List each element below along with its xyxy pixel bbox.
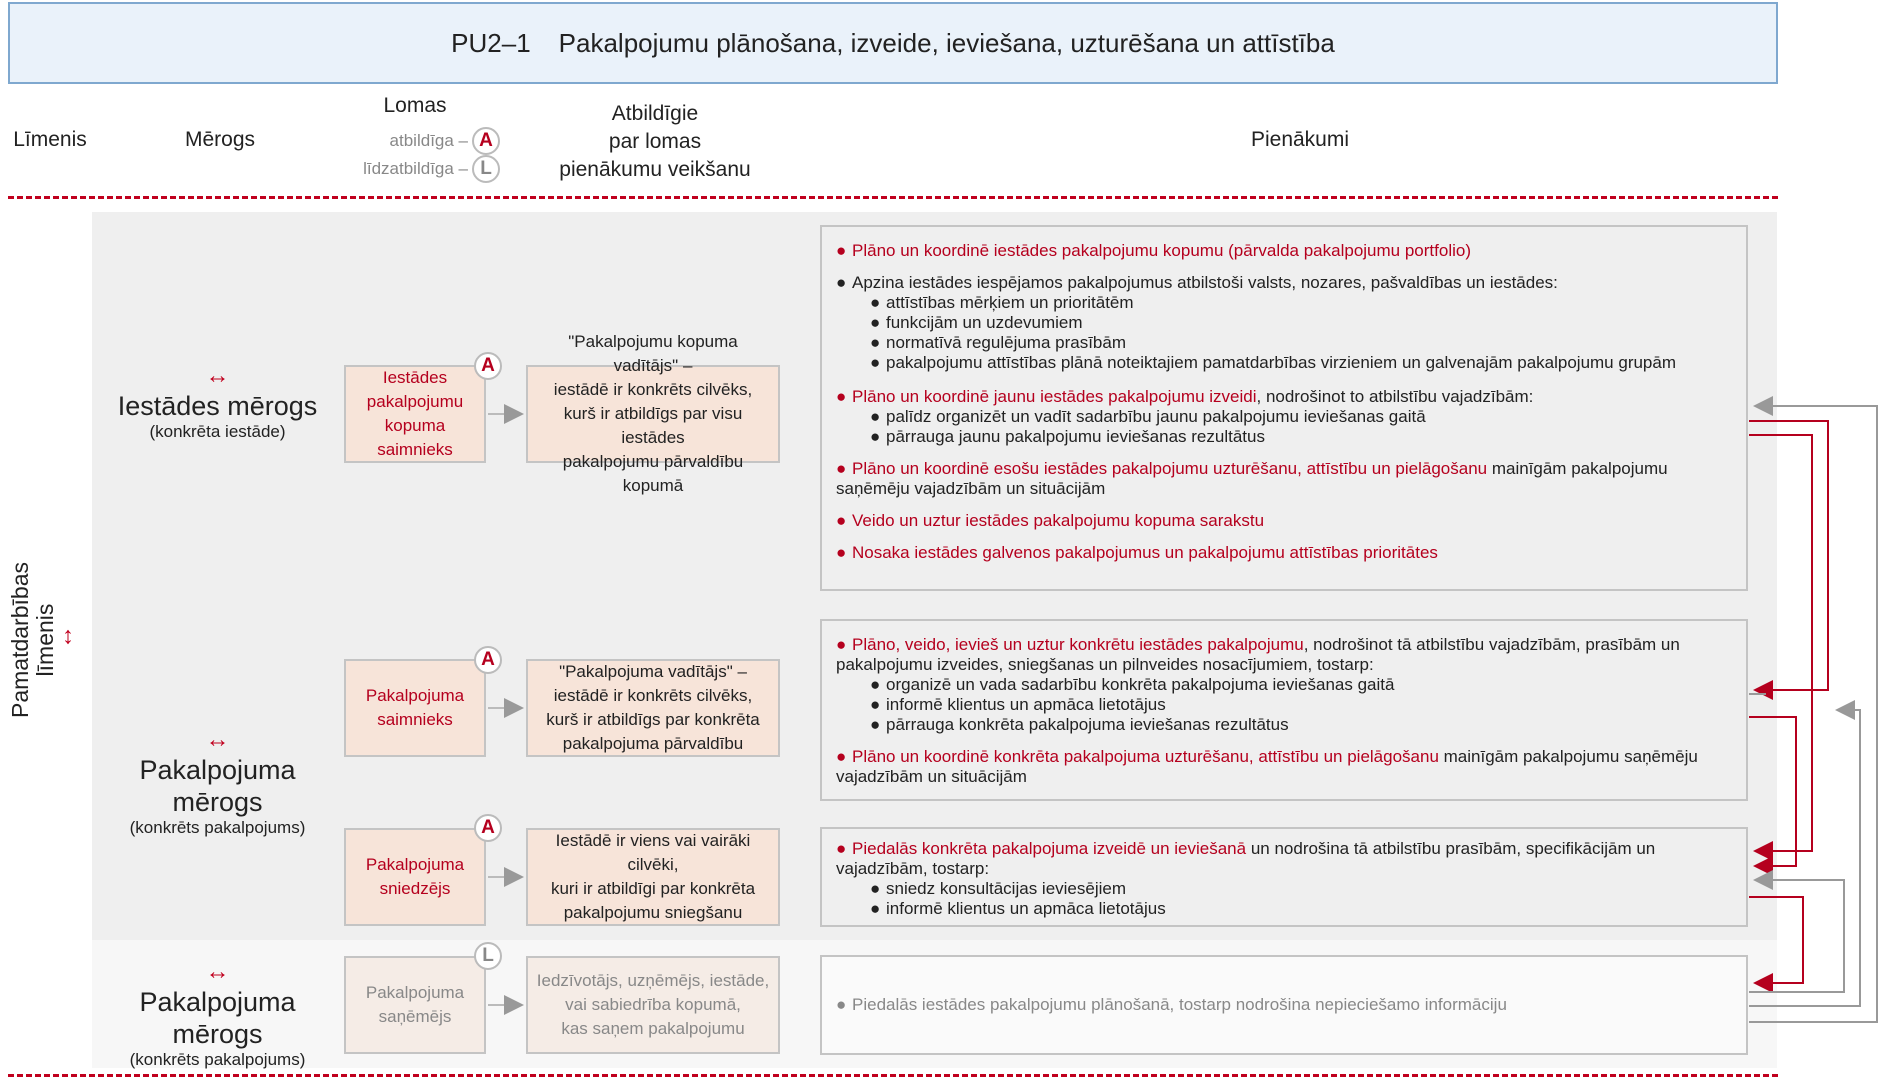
header-roles: Lomas xyxy=(383,94,447,117)
role-service-owner: Pakalpojuma saimnieks xyxy=(344,659,486,757)
role-badge-l-icon: L xyxy=(474,942,502,970)
scope-arrow-icon: ↔ xyxy=(205,362,230,389)
header-duties: Pienākumi xyxy=(1250,128,1350,151)
scope-institution: ↔ Iestādes mērogs (konkrēta iestāde) xyxy=(100,362,335,442)
duty-item: ● Plāno, veido, ievieš un uztur konkrētu iestādes pakalpojumu, nodrošinot tā atbilstību vajadzībām, prasībām un pakalpojumu izveides, sniegšanas un pilnveides nosacījumiem, tostarp: ● organizē un vada sadarbību konkrēta pakalpojuma ieviešanas gaitā ● informē klientus un apmāca lietotājus ● pārrauga konkrēta pakalpojuma ieviešanas rezultātus xyxy=(836,635,1680,734)
scope-arrow-icon: ↔ xyxy=(205,726,230,753)
scope-service: ↔ Pakalpojuma mērogs (konkrēts pakalpojums) xyxy=(100,726,335,838)
badge-a-icon: A xyxy=(472,127,500,155)
header-responsible: Atbildīgie par lomas pienākumu veikšanu xyxy=(559,102,751,181)
responsible-service-manager: "Pakalpojuma vadītājs" – iestādē ir konkrēts cilvēks, kurš ir atbildīgs par konkrēta pakalpojuma pārvaldību xyxy=(526,659,780,757)
header-level: Līmenis xyxy=(13,128,87,151)
duty-item: ● Plāno un koordinē konkrēta pakalpojuma uzturēšanu, attīstību un pielāgošanu mainīgām pakalpojumu saņēmēju vajadzībām un situācijām xyxy=(836,747,1698,786)
duty-item: ● Plāno un koordinē jaunu iestādes pakalpojumu izveidi, nodrošinot to atbilstību vajadzībām: ● palīdz organizēt un vadīt sadarbību jaunu pakalpojumu ieviešanas gaitā ● pārrauga jaunu pakalpojumu ieviešanas rezultātus xyxy=(836,387,1534,446)
scope-service-recipient: ↔ Pakalpojuma mērogs (konkrēts pakalpojums) xyxy=(100,958,335,1070)
role-badge-a-icon: A xyxy=(474,352,502,380)
title-text: Pakalpojumu plānošana, izveide, ieviešana, uzturēšana un attīstība xyxy=(558,27,1335,58)
duty-item: ● Apzina iestādes iespējamos pakalpojumus atbilstoši valsts, nozares, pašvaldības un iestādes: ● attīstības mērķiem un prioritātēm ● funkcijām un uzdevumiem ● normatīvā regulējuma prasībām ● pakalpojumu attīstības plānā noteiktajiem pamatdarbības virzieniem un galvenajām pakalpojumu grupām xyxy=(836,273,1677,372)
header-scope: Mērogs xyxy=(184,128,256,151)
duty-item: ● Veido un uztur iestādes pakalpojumu kopuma sarakstu xyxy=(836,511,1265,530)
responsible-recipient: Iedzīvotājs, uzņēmējs, iestāde, vai sabiedrība kopumā, kas saņem pakalpojumu xyxy=(526,956,780,1054)
role-service-recipient: Pakalpojuma saņēmējs xyxy=(344,956,486,1054)
responsible-portfolio-manager: "Pakalpojumu kopuma vadītājs" – iestādē ir konkrēts cilvēks, kurš ir atbildīgs par visu iestādes pakalpojumu pārvaldību kopumā xyxy=(526,365,780,463)
red-flow-lines xyxy=(1749,421,1828,983)
duty-item: ● Piedalās iestādes pakalpojumu plānošanā, tostarp nodrošina nepieciešamo informāciju xyxy=(836,995,1507,1014)
duty-item: ● Plāno un koordinē iestādes pakalpojumu kopumu (pārvalda pakalpojumu portfolio) xyxy=(836,241,1471,260)
duty-item: ● Plāno un koordinē esošu iestādes pakalpojumu uzturēšanu, attīstību un pielāgošanu mainīgām pakalpojumu saņēmēju vajadzībām un situācijām xyxy=(836,459,1668,498)
badge-l-icon: L xyxy=(472,155,500,183)
role-connectors xyxy=(488,414,522,1005)
level-label: Pamatdarbības līmenis xyxy=(7,562,58,718)
title-code: PU2–1 xyxy=(451,27,531,58)
legend-role-l: līdzatbildīga – L xyxy=(330,154,500,184)
role-service-provider: Pakalpojuma sniedzējs xyxy=(344,828,486,926)
role-badge-a-icon: A xyxy=(474,646,502,674)
role-badge-a-icon: A xyxy=(474,814,502,842)
responsible-service-staff: Iestādē ir viens vai vairāki cilvēki, kuri ir atbildīgi par konkrēta pakalpojumu sniegšanu xyxy=(526,828,780,926)
legend-role-a: atbildīga – A xyxy=(340,126,500,156)
duty-item: ● Nosaka iestādes galvenos pakalpojumus un pakalpojumu attīstības prioritātes xyxy=(836,543,1438,562)
duty-item: ● Piedalās konkrēta pakalpojuma izveidē un ieviešanā un nodrošina tā atbilstību prasībām, specifikācijām un vajadzībām, tostarp: ● sniedz konsultācijas ieviesējiem ● informē klientus un apmāca lietotājus xyxy=(836,839,1656,918)
level-arrow-icon: ↔ xyxy=(58,625,85,649)
scope-arrow-icon: ↔ xyxy=(205,958,230,985)
role-portfolio-owner: Iestādes pakalpojumu kopuma saimnieks xyxy=(344,365,486,463)
